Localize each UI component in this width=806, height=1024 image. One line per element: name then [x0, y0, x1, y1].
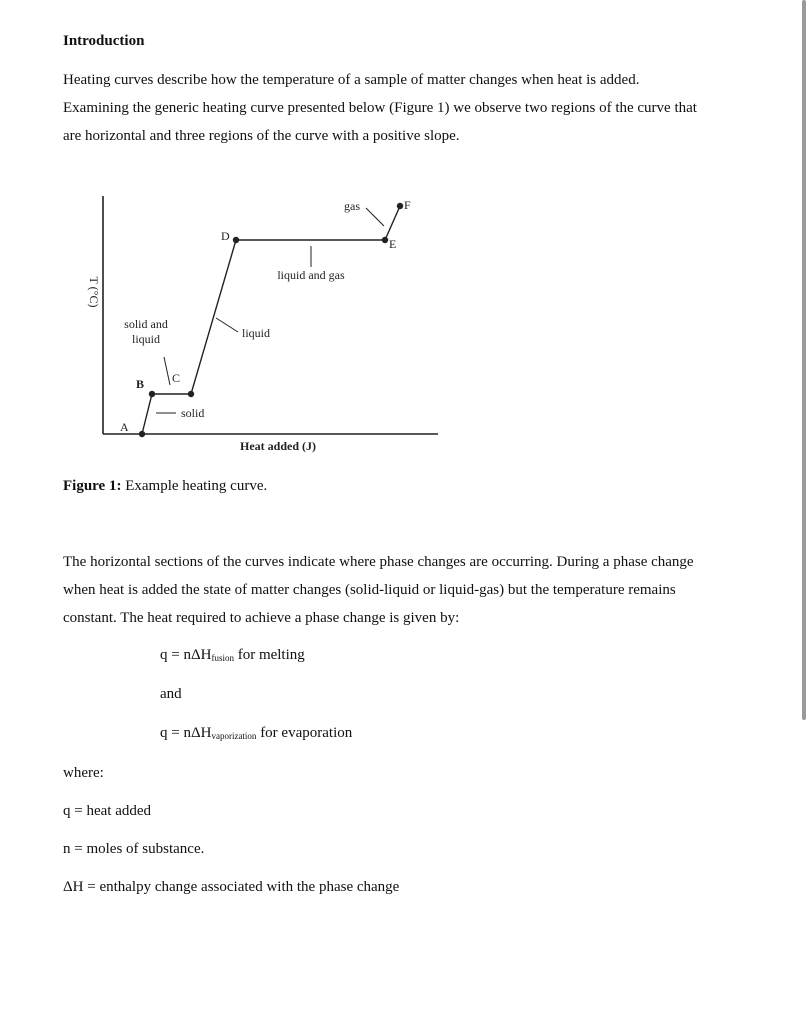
equation-and: and: [160, 686, 182, 702]
pointer-gas: [366, 208, 384, 226]
point-c: [188, 391, 194, 397]
label-solid: solid: [181, 406, 205, 420]
label-gas: gas: [344, 199, 360, 213]
phase-line: The horizontal sections of the curves indicate where phase changes are occurring. During a phase change: [63, 554, 694, 570]
eq-vap-sub: vaporization: [211, 731, 257, 741]
point-d: [233, 237, 239, 243]
eq-vap-rest: for evaporation: [256, 725, 353, 741]
phase-change-paragraph: [63, 548, 753, 632]
eq-vap-lhs: q = nΔH: [160, 725, 212, 741]
label-liquid: liquid: [242, 326, 271, 340]
point-f: [397, 203, 403, 209]
eq-fusion-lhs: q = nΔH: [160, 647, 212, 663]
phase-line: when heat is added the state of matter changes (solid-liquid or liquid-gas) but the temperature remains: [63, 582, 676, 598]
y-axis-label: T (°C): [87, 276, 101, 308]
intro-paragraph: [63, 66, 753, 150]
eq-fusion-rest: for melting: [233, 647, 305, 663]
point-e: [382, 237, 388, 243]
pointer-solid-liquid: [164, 357, 170, 385]
pointer-liquid: [216, 318, 238, 332]
heating-curve-line: [142, 206, 400, 434]
label-a: A: [120, 420, 129, 434]
eq-fusion-sub: fusion: [211, 653, 234, 663]
label-f: F: [404, 198, 411, 212]
caption-label: Figure 1:: [63, 478, 122, 494]
phase-line: constant. The heat required to achieve a phase change is given by:: [63, 610, 460, 626]
label-d: D: [221, 229, 230, 243]
heating-curve-figure: [60, 180, 450, 460]
intro-line: are horizontal and three regions of the curve with a positive slope.: [63, 128, 460, 144]
label-liquid-gas: liquid and gas: [277, 268, 345, 282]
section-heading: Introduction: [63, 33, 145, 49]
label-c: C: [172, 371, 181, 385]
scrollbar[interactable]: [802, 0, 806, 720]
heating-curve-diagram: [60, 180, 450, 460]
where-label: where:: [63, 765, 104, 781]
label-solid-and: solid and: [124, 317, 168, 331]
figure-caption: [63, 478, 267, 495]
point-b: [149, 391, 155, 397]
label-e: E: [389, 237, 397, 251]
point-a: [139, 431, 145, 437]
definition-delta-h: ΔH = enthalpy change associated with the phase change: [63, 879, 400, 895]
x-axis-label: Heat added (J): [240, 439, 316, 453]
equation-vaporization: [160, 725, 352, 742]
label-b: B: [136, 377, 145, 391]
label-solid-liquid: liquid: [131, 332, 161, 346]
caption-text: Example heating curve.: [121, 478, 268, 494]
definition-n: n = moles of substance.: [63, 841, 205, 857]
intro-line: Heating curves describe how the temperature of a sample of matter changes when heat is added.: [63, 72, 640, 88]
definition-q: q = heat added: [63, 803, 152, 819]
equation-fusion: [160, 647, 305, 664]
intro-line: Examining the generic heating curve presented below (Figure 1) we observe two regions of the curve that: [63, 100, 697, 116]
